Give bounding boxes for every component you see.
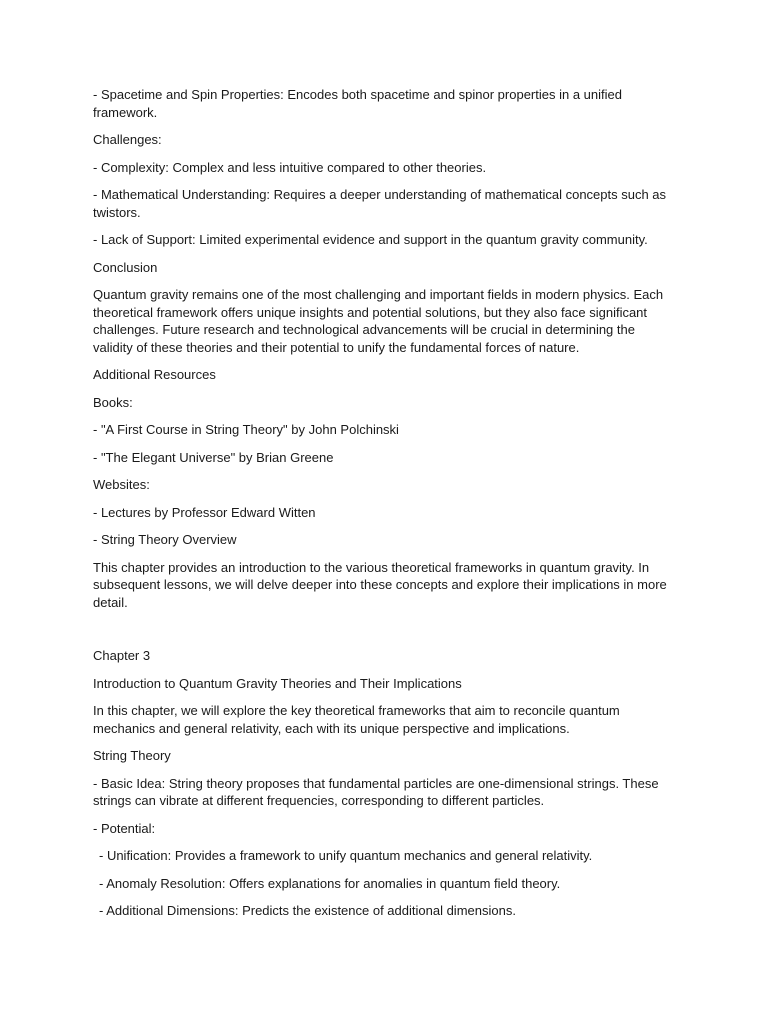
book-item: - "The Elegant Universe" by Brian Greene [93,449,334,465]
conclusion-paragraph: Quantum gravity remains one of the most challenging and important fields in modern physics. Each theoretical framework offers unique insights and potential solutions, but they also face significant challenges. Future research and technological advancements will be crucial in determining the validity of these theories and their potential to unify the fundamental forces of nature. [93,287,667,355]
bullet-complexity: - Complexity: Complex and less intuitive compared to other theories. [93,159,487,175]
website-item: - Lectures by Professor Edward Witten [93,504,316,520]
document-body [93,86,678,930]
chapter-title: Chapter 3 [93,648,151,663]
website-item: - String Theory Overview [93,532,237,547]
heading-books: Books: [93,394,133,410]
heading-conclusion: Conclusion [93,259,158,275]
sub-bullet-anomaly-resolution: - Anomaly Resolution: Offers explanations for anomalies in quantum field theory. [99,875,561,891]
bullet-lack-of-support: - Lack of Support: Limited experimental evidence and support in the quantum gravity community. [93,232,648,247]
chapter-summary-paragraph: This chapter provides an introduction to the various theoretical frameworks in quantum gravity. In subsequent lessons, we will delve deeper into these concepts and explore their implications in more detail. [93,559,671,610]
bullet-potential: - Potential: [93,820,156,836]
bullet-mathematical-understanding: - Mathematical Understanding: Requires a deeper understanding of mathematical concepts such as twistors. [93,187,670,220]
bullet-basic-idea: - Basic Idea: String theory proposes that fundamental particles are one-dimensional strings. These strings can vibrate at different frequencies, corresponding to different particles. [93,775,663,808]
heading-additional-resources: Additional Resources [93,367,216,382]
chapter-intro-paragraph: In this chapter, we will explore the key theoretical frameworks that aim to reconcile quantum mechanics and general relativity, each with its unique perspective and implications. [93,703,624,736]
heading-challenges: Challenges: [93,132,162,147]
sub-bullet-additional-dimensions: - Additional Dimensions: Predicts the existence of additional dimensions. [99,903,516,918]
heading-string-theory: String Theory [93,748,171,763]
chapter-subtitle: Introduction to Quantum Gravity Theories and Their Implications [93,675,462,691]
heading-websites: Websites: [93,477,150,492]
bullet-spacetime-spin: - Spacetime and Spin Properties: Encodes both spacetime and spinor properties in a unified framework. [93,87,626,120]
book-item: - "A First Course in String Theory" by John Polchinski [93,422,399,437]
sub-bullet-unification: - Unification: Provides a framework to unify quantum mechanics and general relativity. [99,848,593,863]
